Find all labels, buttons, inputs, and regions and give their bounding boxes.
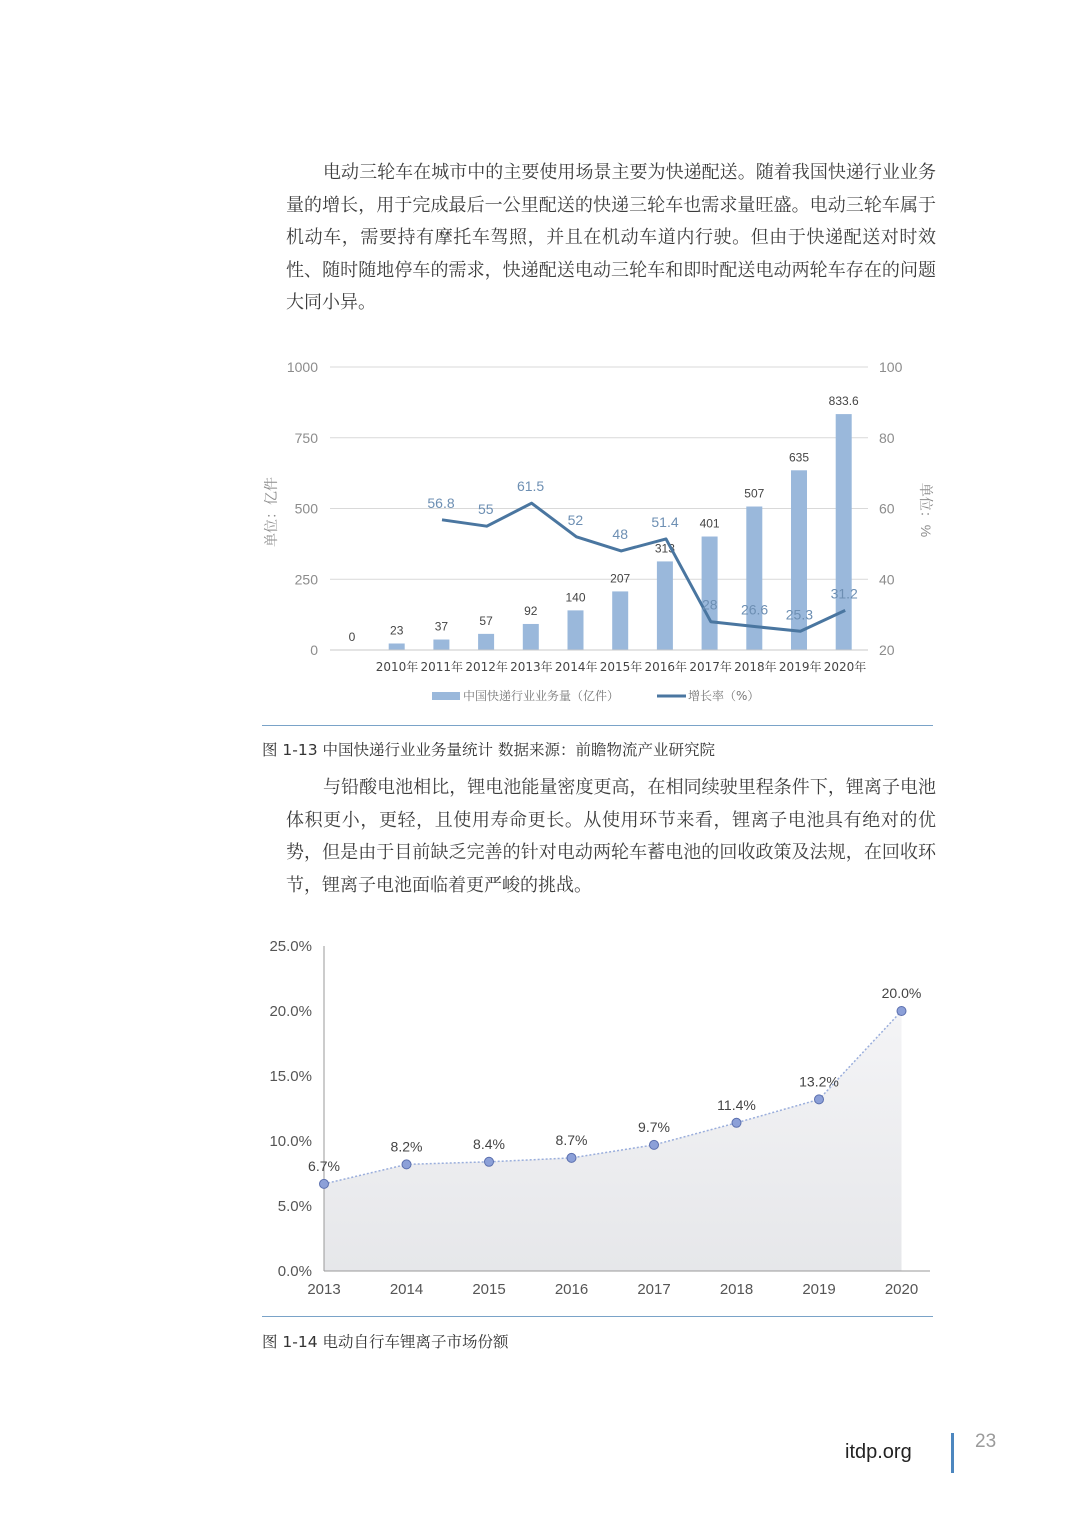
category-label: 2012年 [465,660,508,674]
y-tick-label: 10.0% [269,1133,312,1150]
data-label: 20.0% [881,985,922,1001]
figure-2-rule [262,1316,933,1317]
year-label: 2015 [472,1281,506,1298]
data-point [485,1157,494,1166]
data-point [402,1160,411,1169]
bar [568,610,584,650]
category-label: 2016年 [644,660,688,674]
bar-value-label: 207 [610,571,631,586]
bar-value-label: 37 [434,619,449,634]
right-tick-label: 40 [879,571,895,588]
left-axis-title: 单位：亿件 [263,477,279,547]
data-label: 8.4% [473,1135,505,1152]
category-label: 2010年 [375,660,419,674]
category-label: 2020年 [823,660,867,674]
data-label: 8.2% [390,1138,423,1155]
year-label: 2013 [307,1281,341,1298]
year-label: 2020 [884,1281,919,1298]
line-value-label: 26.6 [740,601,769,618]
right-tick-label: 100 [879,359,903,375]
right-tick-label: 20 [879,642,895,658]
bar-value-label: 635 [788,450,810,465]
bar [433,640,449,650]
line-value-label: 55 [478,501,494,518]
year-label: 2016 [554,1281,589,1298]
category-label: 2019年 [778,660,822,674]
figure-2-caption: 图 1-14 电动自行车锂离子市场份额 [262,1333,509,1351]
line-value-label: 28 [702,596,718,613]
data-point [567,1153,576,1162]
bar-value-label: 0 [348,630,356,644]
page-number: 23 [975,1431,997,1452]
bar-value-label: 313 [654,541,675,556]
line-value-label: 31.2 [830,585,858,602]
right-tick-label: 60 [879,500,895,517]
line-value-label: 56.8 [427,494,455,511]
paragraph-1: 电动三轮车在城市中的主要使用场景主要为快递配送。随着我国快递行业业务量的增长，用于完成最后一公里配送的快递三轮车也需求量旺盛。电动三轮车属于机动车，需要持有摩托车驾照，并且在机动车道内行驶。但由于快递配送对时效性、随时随地停车的需求，快递配送电动三轮车和即时配送电动两轮车存在的问题大同小异。 [286,162,936,313]
data-point [650,1140,659,1149]
year-label: 2017 [637,1281,671,1298]
y-tick-label: 15.0% [269,1068,312,1085]
bar [791,470,807,650]
category-label: 2018年 [734,660,777,674]
category-label: 2015年 [599,660,643,674]
data-point [897,1007,906,1016]
bar-value-label: 507 [744,486,765,501]
bar-value-label: 23 [390,623,404,638]
left-tick-label: 0 [310,642,318,658]
line-value-label: 61.5 [516,478,545,495]
figure-1-rule [262,725,933,726]
line-value-label: 51.4 [651,513,679,530]
data-label: 13.2% [799,1073,839,1090]
y-tick-label: 20.0% [269,1003,312,1020]
bar-value-label: 57 [479,613,493,628]
bar [612,591,628,650]
bar-value-label: 92 [524,603,538,618]
left-tick-label: 750 [294,429,318,446]
site-url[interactable]: itdp.org [845,1441,912,1463]
bar [523,624,539,650]
data-label: 11.4% [717,1096,756,1113]
bar [389,643,405,650]
y-tick-label: 0.0% [277,1263,312,1280]
bar [657,561,673,650]
category-label: 2017年 [689,660,732,674]
legend-bar-swatch [432,692,460,700]
line-value-label: 25.3 [785,606,814,623]
bar-value-label: 401 [699,516,720,531]
y-tick-label: 25.0% [269,938,312,955]
data-point [815,1095,824,1104]
category-label: 2014年 [554,660,598,674]
category-label: 2011年 [420,660,464,674]
line-value-label: 48 [612,525,628,542]
bar [702,537,718,650]
left-tick-label: 1000 [286,359,318,375]
y-tick-label: 5.0% [277,1198,312,1215]
data-label: 8.7% [555,1131,588,1148]
left-tick-label: 500 [294,500,318,517]
right-tick-label: 80 [879,429,895,446]
year-label: 2019 [802,1281,836,1298]
bar [478,634,494,650]
line-value-label: 52 [567,511,584,528]
bar-value-label: 140 [565,590,586,605]
category-label: 2013年 [510,660,553,674]
left-tick-label: 250 [294,571,318,588]
growth-rate-line [442,503,845,631]
data-label: 6.7% [308,1157,340,1174]
bar-value-label: 833.6 [828,394,859,409]
data-point [320,1179,329,1188]
legend [432,688,759,703]
legend-bar-label: 中国快递行业业务量（亿件） [463,689,620,703]
legend-line-label: 增长率（%） [688,689,760,703]
data-label: 9.7% [638,1118,670,1135]
right-axis-title: 单位：% [918,482,934,538]
year-label: 2014 [389,1281,424,1298]
page-number-bar [951,1433,954,1473]
year-label: 2018 [719,1281,754,1298]
data-point [732,1118,741,1127]
paragraph-2: 与铅酸电池相比，锂电池能量密度更高，在相同续驶里程条件下，锂离子电池体积更小，更轻，且使用寿命更长。从使用环节来看，锂离子电池具有绝对的优势，但是由于目前缺乏完善的针对电动两轮车蓄电池的回收政策及法规，在回收环节，锂离子电池面临着更严峻的挑战。 [286,777,936,896]
figure-1-caption: 图 1-13 中国快递行业业务量统计 数据来源：前瞻物流产业研究院 [262,741,715,759]
